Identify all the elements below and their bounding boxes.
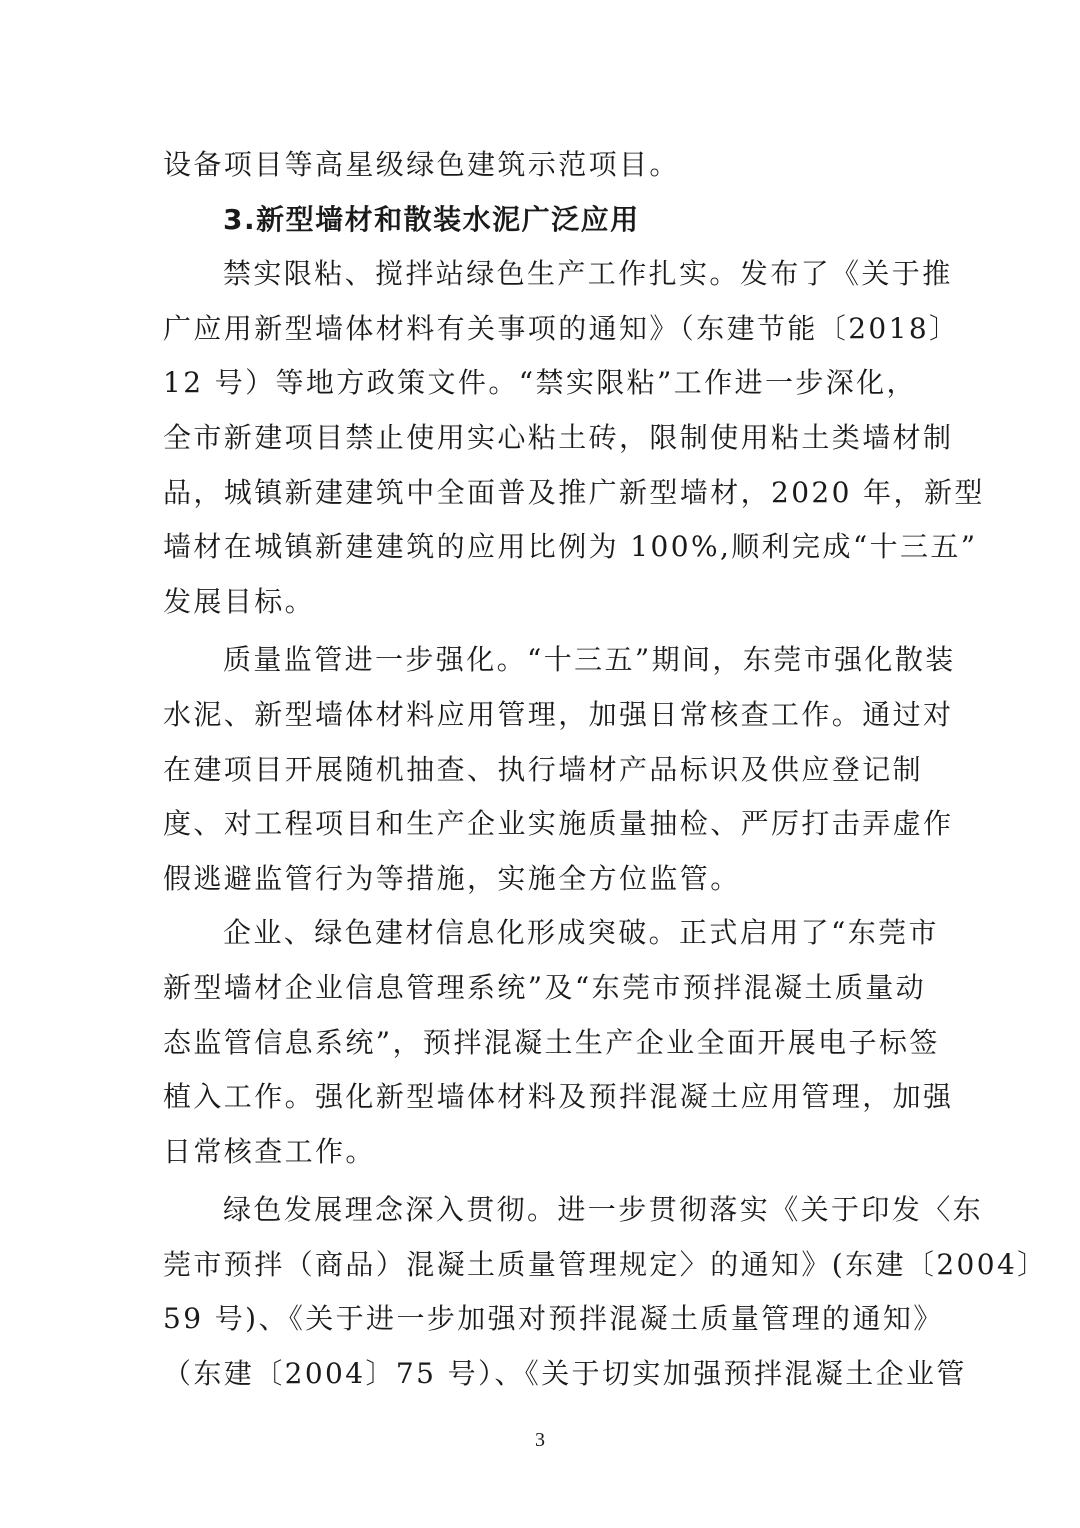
- text-line: 度、对工程项目和生产企业实施质量抽检、严厉打击弄虚作: [163, 807, 954, 841]
- text-line: 假逃避监管行为等措施，实施全方位监管。: [163, 861, 741, 895]
- paragraph-2-start: 质量监管进一步强化。“十三五”期间，东莞市强化散装: [223, 643, 956, 677]
- text-line: 59 号)、《关于进一步加强对预拌混凝土质量管理的通知》: [163, 1302, 944, 1336]
- page-number: 3: [535, 1429, 545, 1451]
- text-line: 广应用新型墙体材料有关事项的通知》（东建节能〔2018〕: [163, 311, 960, 345]
- text-line: 品，城镇新建建筑中全面普及推广新型墙材，2020 年，新型: [163, 475, 985, 509]
- text-line: 墙材在城镇新建建筑的应用比例为 100%,顺利完成“十三五”: [163, 530, 978, 564]
- paragraph-1-start: 禁实限粘、搅拌站绿色生产工作扎实。发布了《关于推: [223, 257, 953, 291]
- text-line: 态监管信息系统”，预拌混凝土生产企业全面开展电子标签: [163, 1025, 940, 1059]
- text-line: 水泥、新型墙体材料应用管理，加强日常核查工作。通过对: [163, 697, 954, 731]
- section-heading: 3.新型墙材和散装水泥广泛应用: [223, 202, 640, 236]
- text-line: 全市新建项目禁止使用实心粘土砖，限制使用粘土类墙材制: [163, 420, 954, 454]
- paragraph-4-start: 绿色发展理念深入贯彻。进一步贯彻落实《关于印发〈东: [223, 1193, 984, 1227]
- text-line: 日常核查工作。: [163, 1134, 376, 1168]
- body-text: [163, 138, 1048, 1402]
- paragraph-3-start: 企业、绿色建材信息化形成突破。正式启用了“东莞市: [223, 916, 939, 950]
- text-line: 12 号）等地方政策文件。“禁实限粘”工作进一步深化，: [163, 366, 917, 400]
- text-line: （东建〔2004〕75 号）、《关于切实加强预拌混凝土企业管: [163, 1357, 967, 1391]
- text-line: 在建项目开展随机抽查、执行墙材产品标识及供应登记制: [163, 752, 924, 786]
- text-line: 设备项目等高星级绿色建筑示范项目。: [163, 148, 680, 181]
- text-line: 发展目标。: [163, 584, 316, 618]
- text-line: 新型墙材企业信息管理系统”及“东莞市预拌混凝土质量动: [163, 970, 927, 1004]
- text-line: 植入工作。强化新型墙体材料及预拌混凝土应用管理，加强: [163, 1080, 954, 1114]
- text-line: 莞市预拌（商品）混凝土质量管理规定〉的通知》(东建〔2004〕: [163, 1247, 1048, 1281]
